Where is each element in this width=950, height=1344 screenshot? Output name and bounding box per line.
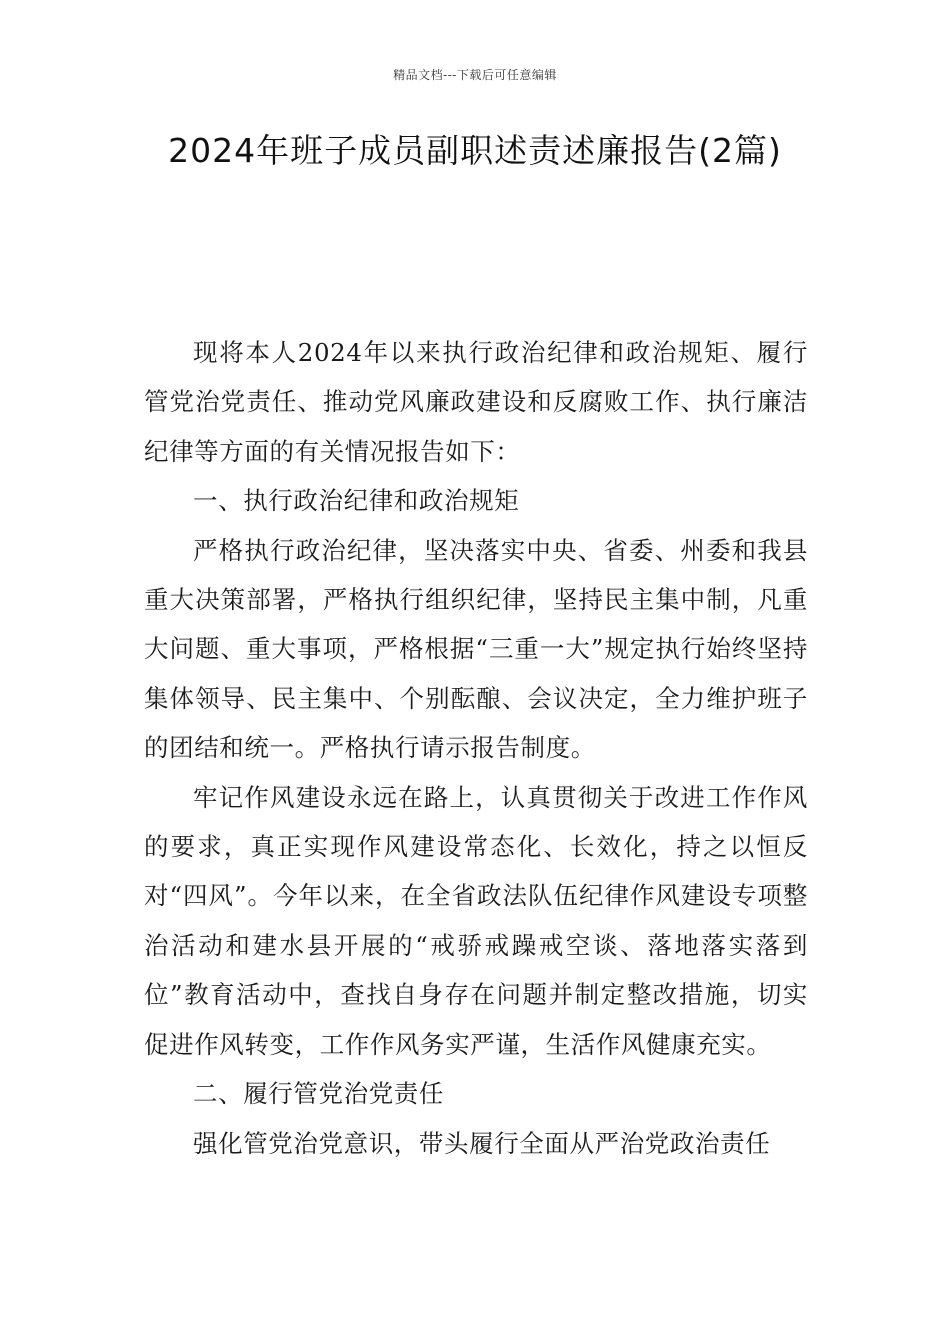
header-note: 精品文档---下载后可任意编辑: [393, 68, 557, 82]
document-title: 2024年班子成员副职述责述廉报告(2篇): [168, 131, 782, 170]
paragraph-political-discipline: 严格执行政治纪律，坚决落实中央、省委、州委和我县重大决策部署，严格执行组织纪律，坚持民主集中制，凡重大问题、重大事项，严格根据“三重一大”规定执行始终坚持集体领导、民主集中、个别酝酿、会议决定，全力维护班子的团结和统一。严格执行请示报告制度。: [144, 535, 808, 763]
section-heading-2: 二、履行管党治党责任: [193, 1079, 444, 1109]
paragraph-work-style: 牢记作风建设永远在路上，认真贯彻关于改进工作作风的要求，真正实现作风建设常态化、长效化，持之以恒反对“四风”。今年以来，在全省政法队伍纪律作风建设专项整治活动和建水县开展的“戒骄戒躁戒空谈、落地落实落到位”教育活动中，查找自身存在问题并制定整改措施，切实促进作风转变，工作作风务实严谨，生活作风健康充实。: [144, 782, 808, 1059]
document-body: [144, 328, 808, 1168]
section-heading-1: 一、执行政治纪律和政治规矩: [193, 486, 520, 516]
paragraph-party-governance: 强化管党治党意识，带头履行全面从严治党政治责任: [193, 1128, 771, 1158]
paragraph-intro: 现将本人2024年以来执行政治纪律和政治规矩、履行管党治党责任、推动党风廉政建设和反腐败工作、执行廉洁纪律等方面的有关情况报告如下：: [144, 338, 808, 466]
